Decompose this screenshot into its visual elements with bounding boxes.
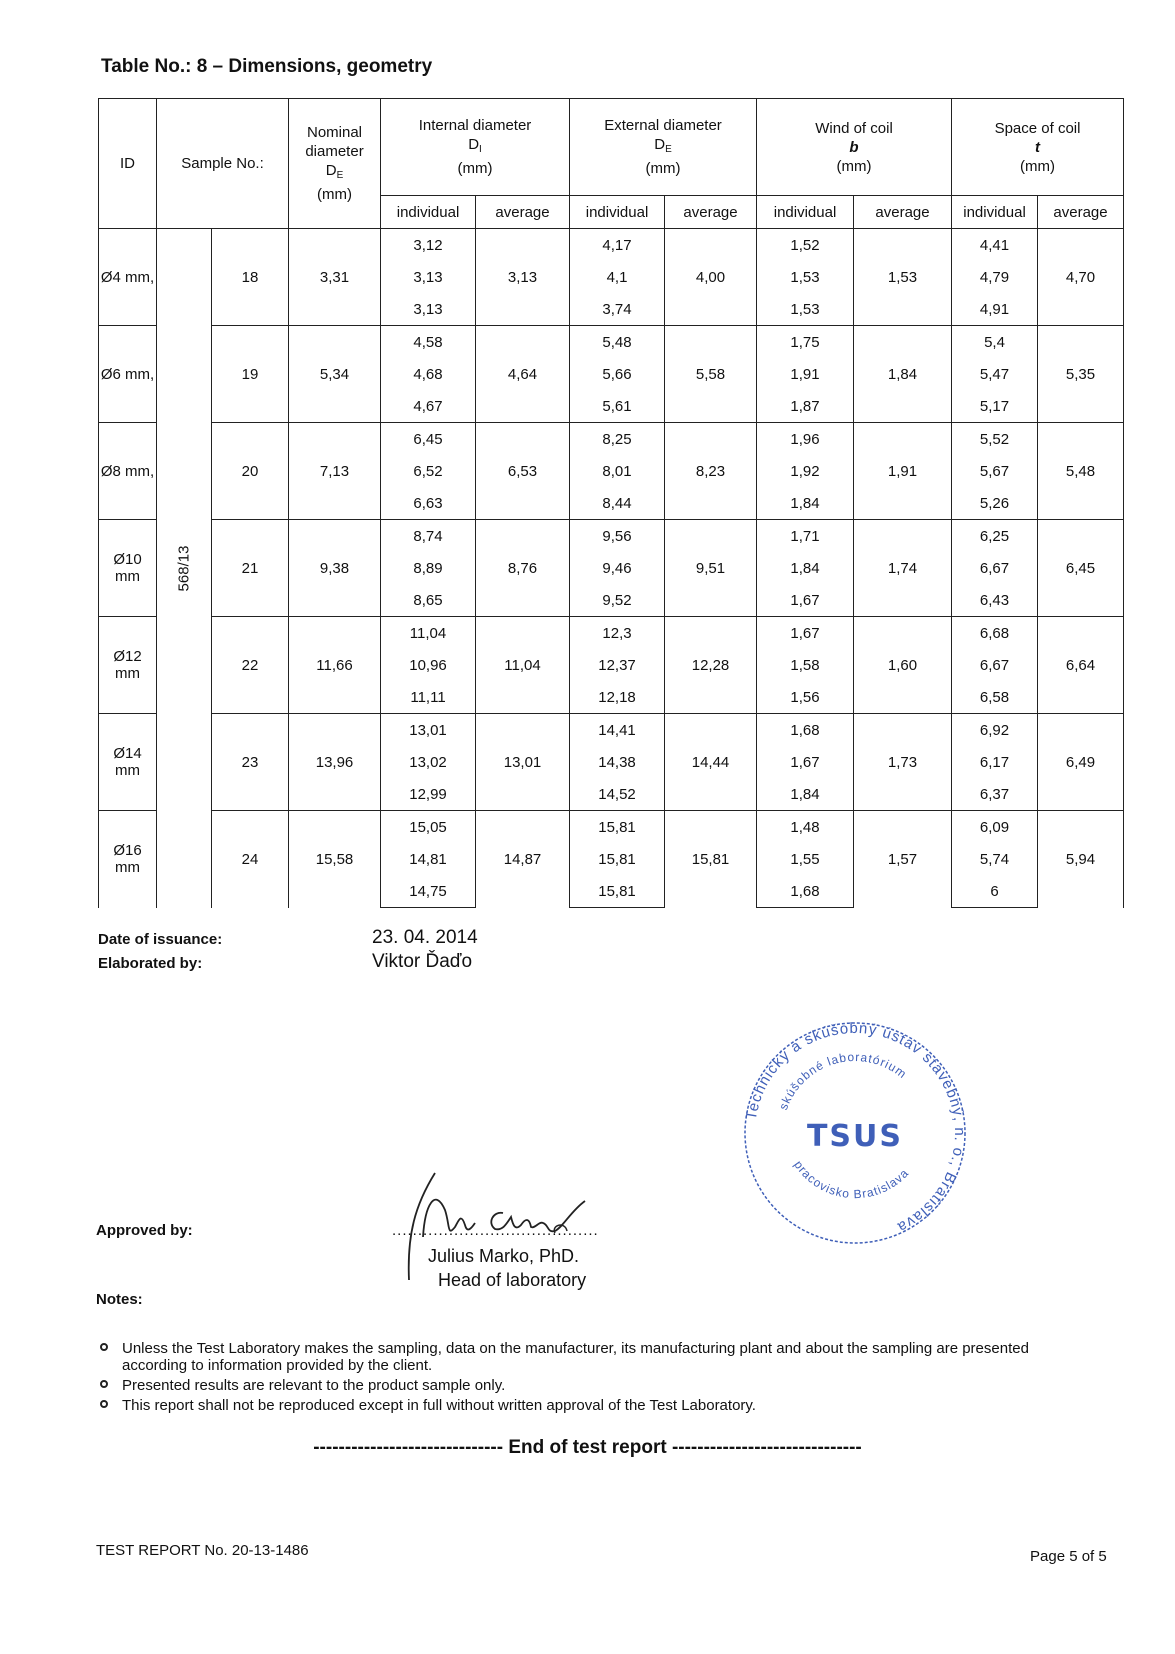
cell-external-individual: 14,41	[570, 714, 665, 747]
header-average: average	[476, 196, 570, 229]
cell-wind-individual: 1,67	[757, 584, 854, 617]
cell-wind-individual: 1,68	[757, 714, 854, 747]
cell-space-individual: 5,67	[952, 455, 1038, 487]
header-wind-of-coil: Wind of coil b (mm)	[757, 99, 952, 196]
table-row	[99, 423, 1124, 456]
notes-list	[98, 1340, 1098, 1417]
cell-internal-individual: 10,96	[381, 649, 476, 681]
cell-space-individual: 5,4	[952, 326, 1038, 359]
cell-external-individual: 9,46	[570, 552, 665, 584]
cell-internal-individual: 12,99	[381, 778, 476, 811]
cell-sample-no: 24	[212, 811, 289, 908]
cell-nominal: 15,58	[289, 811, 381, 908]
cell-space-individual: 4,79	[952, 261, 1038, 293]
cell-internal-individual: 14,81	[381, 843, 476, 875]
table-row	[99, 617, 1124, 650]
bullet-icon	[100, 1400, 108, 1408]
signature-line: ........................................	[392, 1222, 599, 1239]
cell-wind-individual: 1,71	[757, 520, 854, 553]
dimensions-table	[98, 98, 1124, 908]
header-space-of-coil: Space of coil t (mm)	[952, 99, 1124, 196]
cell-nominal: 5,34	[289, 326, 381, 423]
cell-space-average: 6,64	[1038, 617, 1124, 714]
elaborated-by-label: Elaborated by:	[98, 955, 203, 972]
header-individual: individual	[570, 196, 665, 229]
cell-sample-group	[157, 229, 212, 908]
cell-wind-individual: 1,52	[757, 229, 854, 262]
cell-space-individual: 6,43	[952, 584, 1038, 617]
cell-wind-individual: 1,75	[757, 326, 854, 359]
date-of-issuance-value: 23. 04. 2014	[372, 927, 478, 948]
cell-internal-individual: 3,12	[381, 229, 476, 262]
laboratory-stamp	[740, 1018, 970, 1248]
header-id: ID	[99, 99, 157, 229]
table-title: Table No.: 8 – Dimensions, geometry	[101, 56, 433, 77]
cell-internal-average: 3,13	[476, 229, 570, 326]
cell-internal-individual: 11,04	[381, 617, 476, 650]
date-of-issuance-label: Date of issuance:	[98, 931, 223, 948]
table-row	[99, 811, 1124, 844]
sample-group-label: 568/13	[175, 545, 193, 592]
cell-wind-individual: 1,91	[757, 358, 854, 390]
cell-external-individual: 15,81	[570, 875, 665, 908]
cell-space-individual: 5,17	[952, 390, 1038, 423]
cell-nominal: 7,13	[289, 423, 381, 520]
cell-space-average: 5,35	[1038, 326, 1124, 423]
cell-external-individual: 12,18	[570, 681, 665, 714]
cell-external-average: 5,58	[665, 326, 757, 423]
cell-internal-individual: 11,11	[381, 681, 476, 714]
table-row	[99, 520, 1124, 553]
cell-internal-individual: 4,58	[381, 326, 476, 359]
table-row	[99, 326, 1124, 359]
cell-external-individual: 9,56	[570, 520, 665, 553]
approved-by-label: Approved by:	[96, 1222, 193, 1239]
cell-space-individual: 6,67	[952, 552, 1038, 584]
cell-wind-individual: 1,58	[757, 649, 854, 681]
cell-wind-individual: 1,55	[757, 843, 854, 875]
note-item: This report shall not be reproduced except in full without written approval of the Test Laboratory.	[98, 1397, 1098, 1414]
cell-external-individual: 9,52	[570, 584, 665, 617]
cell-space-individual: 6,67	[952, 649, 1038, 681]
cell-space-individual: 4,41	[952, 229, 1038, 262]
cell-wind-average: 1,84	[854, 326, 952, 423]
cell-space-individual: 5,26	[952, 487, 1038, 520]
note-item: Unless the Test Laboratory makes the sampling, data on the manufacturer, its manufacturing plant and about the sampling are presented according to information provided by the client.	[98, 1340, 1098, 1374]
cell-sample-no: 18	[212, 229, 289, 326]
svg-text:skúšobné laboratórium	[776, 1050, 909, 1112]
cell-space-individual: 6,92	[952, 714, 1038, 747]
test-report-number: TEST REPORT No. 20-13-1486	[96, 1542, 309, 1559]
stamp-logo: TSUS	[806, 1119, 904, 1154]
cell-wind-individual: 1,56	[757, 681, 854, 714]
cell-wind-individual: 1,84	[757, 778, 854, 811]
cell-nominal: 13,96	[289, 714, 381, 811]
cell-internal-average: 4,64	[476, 326, 570, 423]
cell-wind-average: 1,91	[854, 423, 952, 520]
cell-wind-individual: 1,87	[757, 390, 854, 423]
cell-sample-no: 21	[212, 520, 289, 617]
header-internal-diameter: Internal diameter $D_I$ (mm)	[381, 99, 570, 196]
cell-sample-no: 23	[212, 714, 289, 811]
cell-space-average: 4,70	[1038, 229, 1124, 326]
cell-external-individual: 8,25	[570, 423, 665, 456]
bullet-icon	[100, 1343, 108, 1351]
cell-space-individual: 6	[952, 875, 1038, 908]
cell-space-individual: 6,25	[952, 520, 1038, 553]
table-row	[99, 714, 1124, 747]
cell-external-average: 14,44	[665, 714, 757, 811]
cell-id: Ø8 mm,	[99, 423, 157, 520]
cell-internal-individual: 3,13	[381, 261, 476, 293]
cell-wind-average: 1,53	[854, 229, 952, 326]
cell-external-individual: 4,1	[570, 261, 665, 293]
cell-external-individual: 8,01	[570, 455, 665, 487]
cell-wind-individual: 1,68	[757, 875, 854, 908]
cell-internal-average: 13,01	[476, 714, 570, 811]
cell-internal-individual: 14,75	[381, 875, 476, 908]
cell-sample-no: 20	[212, 423, 289, 520]
cell-space-average: 6,49	[1038, 714, 1124, 811]
header-average: average	[1038, 196, 1124, 229]
cell-space-individual: 5,52	[952, 423, 1038, 456]
cell-external-individual: 12,3	[570, 617, 665, 650]
note-item: Presented results are relevant to the product sample only.	[98, 1377, 1098, 1394]
cell-wind-average: 1,57	[854, 811, 952, 908]
cell-internal-average: 14,87	[476, 811, 570, 908]
cell-wind-individual: 1,84	[757, 487, 854, 520]
cell-external-individual: 5,66	[570, 358, 665, 390]
header-individual: individual	[381, 196, 476, 229]
cell-internal-average: 8,76	[476, 520, 570, 617]
cell-wind-individual: 1,67	[757, 617, 854, 650]
stamp-inner-text: skúšobné laboratórium	[776, 1049, 910, 1112]
cell-space-individual: 5,47	[952, 358, 1038, 390]
cell-external-individual: 5,61	[570, 390, 665, 423]
cell-external-individual: 12,37	[570, 649, 665, 681]
cell-id: Ø10 mm	[99, 520, 157, 617]
cell-internal-individual: 6,45	[381, 423, 476, 456]
svg-text:pracovisko Bratislava	[791, 1158, 911, 1201]
cell-nominal: 3,31	[289, 229, 381, 326]
cell-external-individual: 14,52	[570, 778, 665, 811]
table-row	[99, 229, 1124, 262]
cell-wind-individual: 1,53	[757, 293, 854, 326]
cell-external-individual: 15,81	[570, 811, 665, 844]
cell-id: Ø6 mm,	[99, 326, 157, 423]
cell-internal-individual: 8,74	[381, 520, 476, 553]
cell-internal-individual: 8,65	[381, 584, 476, 617]
cell-external-individual: 3,74	[570, 293, 665, 326]
cell-external-average: 15,81	[665, 811, 757, 908]
notes-label: Notes:	[96, 1291, 143, 1308]
stamp-outer-text: Technický a skúšobný ústav stavebný, n. o., Bratislava	[742, 1019, 969, 1237]
cell-space-individual: 6,17	[952, 746, 1038, 778]
cell-space-individual: 6,37	[952, 778, 1038, 811]
cell-sample-no: 22	[212, 617, 289, 714]
cell-internal-individual: 13,01	[381, 714, 476, 747]
cell-external-individual: 8,44	[570, 487, 665, 520]
cell-external-average: 4,00	[665, 229, 757, 326]
cell-sample-no: 19	[212, 326, 289, 423]
header-nominal-diameter: Nominal diameter $D_E$ (mm)	[289, 99, 381, 229]
header-average: average	[665, 196, 757, 229]
cell-external-individual: 5,48	[570, 326, 665, 359]
stamp-bottom-text: pracovisko Bratislava	[791, 1157, 912, 1202]
cell-wind-individual: 1,53	[757, 261, 854, 293]
header-average: average	[854, 196, 952, 229]
cell-id: Ø4 mm,	[99, 229, 157, 326]
cell-space-individual: 5,74	[952, 843, 1038, 875]
cell-nominal: 9,38	[289, 520, 381, 617]
cell-id: Ø14 mm	[99, 714, 157, 811]
cell-internal-average: 11,04	[476, 617, 570, 714]
cell-external-individual: 15,81	[570, 843, 665, 875]
cell-internal-individual: 15,05	[381, 811, 476, 844]
cell-space-average: 5,94	[1038, 811, 1124, 908]
cell-wind-average: 1,60	[854, 617, 952, 714]
cell-space-individual: 6,58	[952, 681, 1038, 714]
cell-space-individual: 6,68	[952, 617, 1038, 650]
cell-nominal: 11,66	[289, 617, 381, 714]
cell-id: Ø16 mm	[99, 811, 157, 908]
cell-wind-average: 1,73	[854, 714, 952, 811]
cell-wind-individual: 1,84	[757, 552, 854, 584]
cell-external-individual: 4,17	[570, 229, 665, 262]
cell-external-average: 9,51	[665, 520, 757, 617]
cell-id: Ø12 mm	[99, 617, 157, 714]
cell-internal-individual: 8,89	[381, 552, 476, 584]
cell-wind-individual: 1,48	[757, 811, 854, 844]
cell-wind-average: 1,74	[854, 520, 952, 617]
cell-space-individual: 4,91	[952, 293, 1038, 326]
cell-space-average: 6,45	[1038, 520, 1124, 617]
elaborated-by-value: Viktor Ďaďo	[372, 951, 473, 972]
cell-internal-average: 6,53	[476, 423, 570, 520]
cell-internal-individual: 3,13	[381, 293, 476, 326]
cell-space-average: 5,48	[1038, 423, 1124, 520]
page-number: Page 5 of 5	[1030, 1548, 1107, 1565]
cell-wind-individual: 1,96	[757, 423, 854, 456]
cell-internal-individual: 6,52	[381, 455, 476, 487]
approver-name: Julius Marko, PhD.	[428, 1246, 580, 1266]
cell-internal-individual: 4,68	[381, 358, 476, 390]
cell-space-individual: 6,09	[952, 811, 1038, 844]
header-sample-no: Sample No.:	[157, 99, 289, 229]
cell-wind-individual: 1,67	[757, 746, 854, 778]
bullet-icon	[100, 1380, 108, 1388]
approver-role: Head of laboratory	[438, 1270, 587, 1290]
cell-external-average: 8,23	[665, 423, 757, 520]
cell-internal-individual: 4,67	[381, 390, 476, 423]
end-of-report-banner: ------------------------------ End of test report ------------------------------	[313, 1437, 862, 1458]
header-external-diameter: External diameter $D_E$ (mm)	[570, 99, 757, 196]
header-individual: individual	[757, 196, 854, 229]
cell-wind-individual: 1,92	[757, 455, 854, 487]
header-individual: individual	[952, 196, 1038, 229]
cell-external-average: 12,28	[665, 617, 757, 714]
cell-internal-individual: 13,02	[381, 746, 476, 778]
cell-internal-individual: 6,63	[381, 487, 476, 520]
cell-external-individual: 14,38	[570, 746, 665, 778]
